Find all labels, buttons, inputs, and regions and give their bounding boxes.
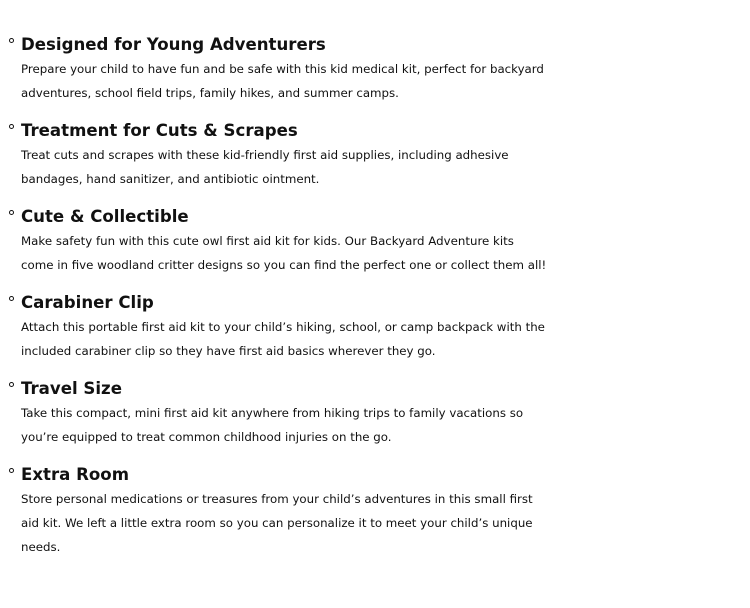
feature-item <box>21 119 741 191</box>
bullet-icon <box>9 210 14 215</box>
description-line: come in five woodland critter designs so you can find the perfect one or collect them all! <box>21 258 547 272</box>
description-line: Attach this portable first aid kit to your child’s hiking, school, or camp backpack with the <box>21 320 545 334</box>
description-line: Treat cuts and scrapes with these kid-friendly first aid supplies, including adhesive <box>21 148 509 162</box>
feature-title: Travel Size <box>21 379 122 398</box>
bullet-icon <box>9 124 14 129</box>
description-line: needs. <box>21 540 61 554</box>
bullet-icon <box>9 468 14 473</box>
feature-title: Cute & Collectible <box>21 207 189 226</box>
feature-description <box>21 487 741 559</box>
feature-title: Extra Room <box>21 465 129 484</box>
feature-description <box>21 315 741 363</box>
description-line: adventures, school field trips, family hikes, and summer camps. <box>21 86 399 100</box>
description-line: bandages, hand sanitizer, and antibiotic ointment. <box>21 172 320 186</box>
description-line: Prepare your child to have fun and be safe with this kid medical kit, perfect for backyard <box>21 62 544 76</box>
feature-description <box>21 57 741 105</box>
feature-title: Designed for Young Adventurers <box>21 35 326 54</box>
description-line: included carabiner clip so they have first aid basics wherever they go. <box>21 344 436 358</box>
feature-item <box>21 205 741 277</box>
feature-item <box>21 377 741 449</box>
feature-item <box>21 291 741 363</box>
description-line: you’re equipped to treat common childhood injuries on the go. <box>21 430 392 444</box>
bullet-icon <box>9 38 14 43</box>
feature-title: Treatment for Cuts & Scrapes <box>21 121 298 140</box>
feature-description <box>21 401 741 449</box>
feature-description <box>21 229 741 277</box>
description-line: Store personal medications or treasures from your child’s adventures in this small first <box>21 492 533 506</box>
description-line: Take this compact, mini first aid kit anywhere from hiking trips to family vacations so <box>21 406 524 420</box>
description-line: Make safety fun with this cute owl first aid kit for kids. Our Backyard Adventure kits <box>21 234 514 248</box>
feature-description <box>21 143 741 191</box>
description-line: aid kit. We left a little extra room so you can personalize it to meet your child’s unique <box>21 516 533 530</box>
feature-item <box>21 463 741 559</box>
bullet-icon <box>9 382 14 387</box>
feature-item <box>21 33 741 105</box>
feature-title: Carabiner Clip <box>21 293 154 312</box>
bullet-icon <box>9 296 14 301</box>
